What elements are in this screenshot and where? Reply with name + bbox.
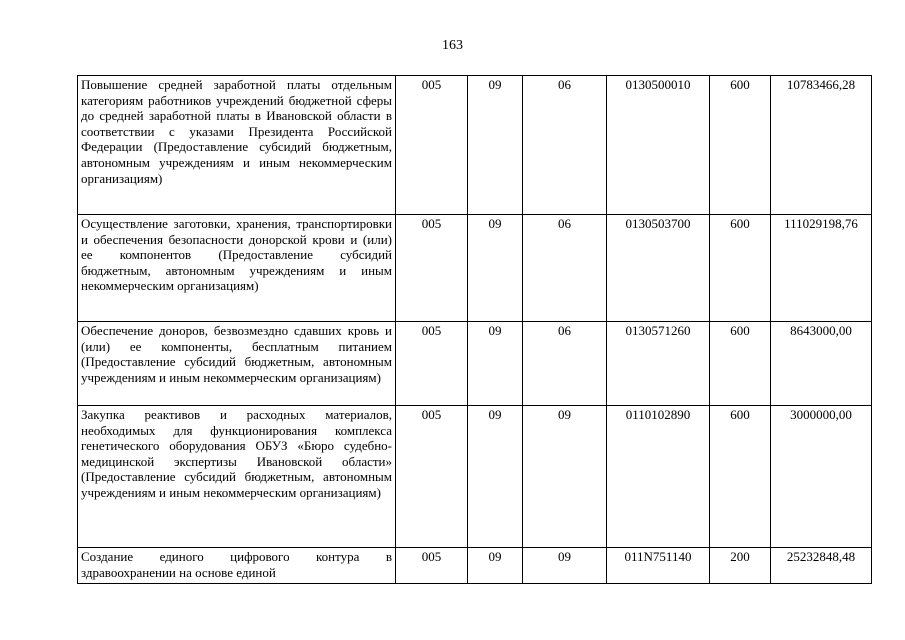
section-code: 09	[468, 406, 523, 548]
table-row	[78, 76, 872, 215]
table-row	[78, 406, 872, 548]
section-code: 09	[468, 548, 523, 584]
grbs-code: 005	[396, 548, 468, 584]
expense-type-code: 600	[710, 76, 771, 215]
target-code: 0130571260	[607, 322, 710, 406]
expense-type-code: 200	[710, 548, 771, 584]
expense-type-code: 600	[710, 322, 771, 406]
section-code: 09	[468, 322, 523, 406]
row-description: Обеспечение доноров, безвозмездно сдавших кровь и (или) ее компоненты, бесплатным питанием (Предоставление субсидий бюджетным, автономным учреждениям и иным некоммерческим организациям)	[78, 322, 396, 406]
row-description: Осуществление заготовки, хранения, транспортировки и обеспечения безопасности донорской крови и (или) ее компонентов (Предоставление субсидий бюджетным, автономным учреждениям и иным некоммерческим организациям)	[78, 215, 396, 322]
subsection-code: 06	[523, 76, 607, 215]
amount-value: 111029198,76	[771, 215, 872, 322]
table-row	[78, 215, 872, 322]
subsection-code: 09	[523, 406, 607, 548]
section-code: 09	[468, 215, 523, 322]
grbs-code: 005	[396, 322, 468, 406]
table-row	[78, 322, 872, 406]
subsection-code: 06	[523, 215, 607, 322]
target-code: 0130500010	[607, 76, 710, 215]
grbs-code: 005	[396, 406, 468, 548]
page-number: 163	[442, 38, 463, 53]
row-description: Закупка реактивов и расходных материалов, необходимых для функционирования комплекса генетического оборудования ОБУЗ «Бюро судебно-медицинской экспертизы Ивановской области» (Предоставление субсидий бюджетным, автономным учреждениям и иным некоммерческим организациям)	[78, 406, 396, 548]
expense-type-code: 600	[710, 215, 771, 322]
row-description: Повышение средней заработной платы отдельным категориям работников учреждений бюджетной сферы до средней заработной платы в Ивановской области в соответствии с указами Президента Российской Федерации (Предоставление субсидий бюджетным, автономным учреждениям и иным некоммерческим организациям)	[78, 76, 396, 215]
amount-value: 25232848,48	[771, 548, 872, 584]
budget-table	[77, 75, 872, 584]
target-code: 011N751140	[607, 548, 710, 584]
amount-value: 8643000,00	[771, 322, 872, 406]
amount-value: 10783466,28	[771, 76, 872, 215]
amount-value: 3000000,00	[771, 406, 872, 548]
grbs-code: 005	[396, 215, 468, 322]
row-description: Создание единого цифрового контура в здравоохранении на основе единой	[78, 548, 396, 584]
expense-type-code: 600	[710, 406, 771, 548]
target-code: 0130503700	[607, 215, 710, 322]
grbs-code: 005	[396, 76, 468, 215]
subsection-code: 09	[523, 548, 607, 584]
table-row	[78, 548, 872, 584]
subsection-code: 06	[523, 322, 607, 406]
target-code: 0110102890	[607, 406, 710, 548]
section-code: 09	[468, 76, 523, 215]
